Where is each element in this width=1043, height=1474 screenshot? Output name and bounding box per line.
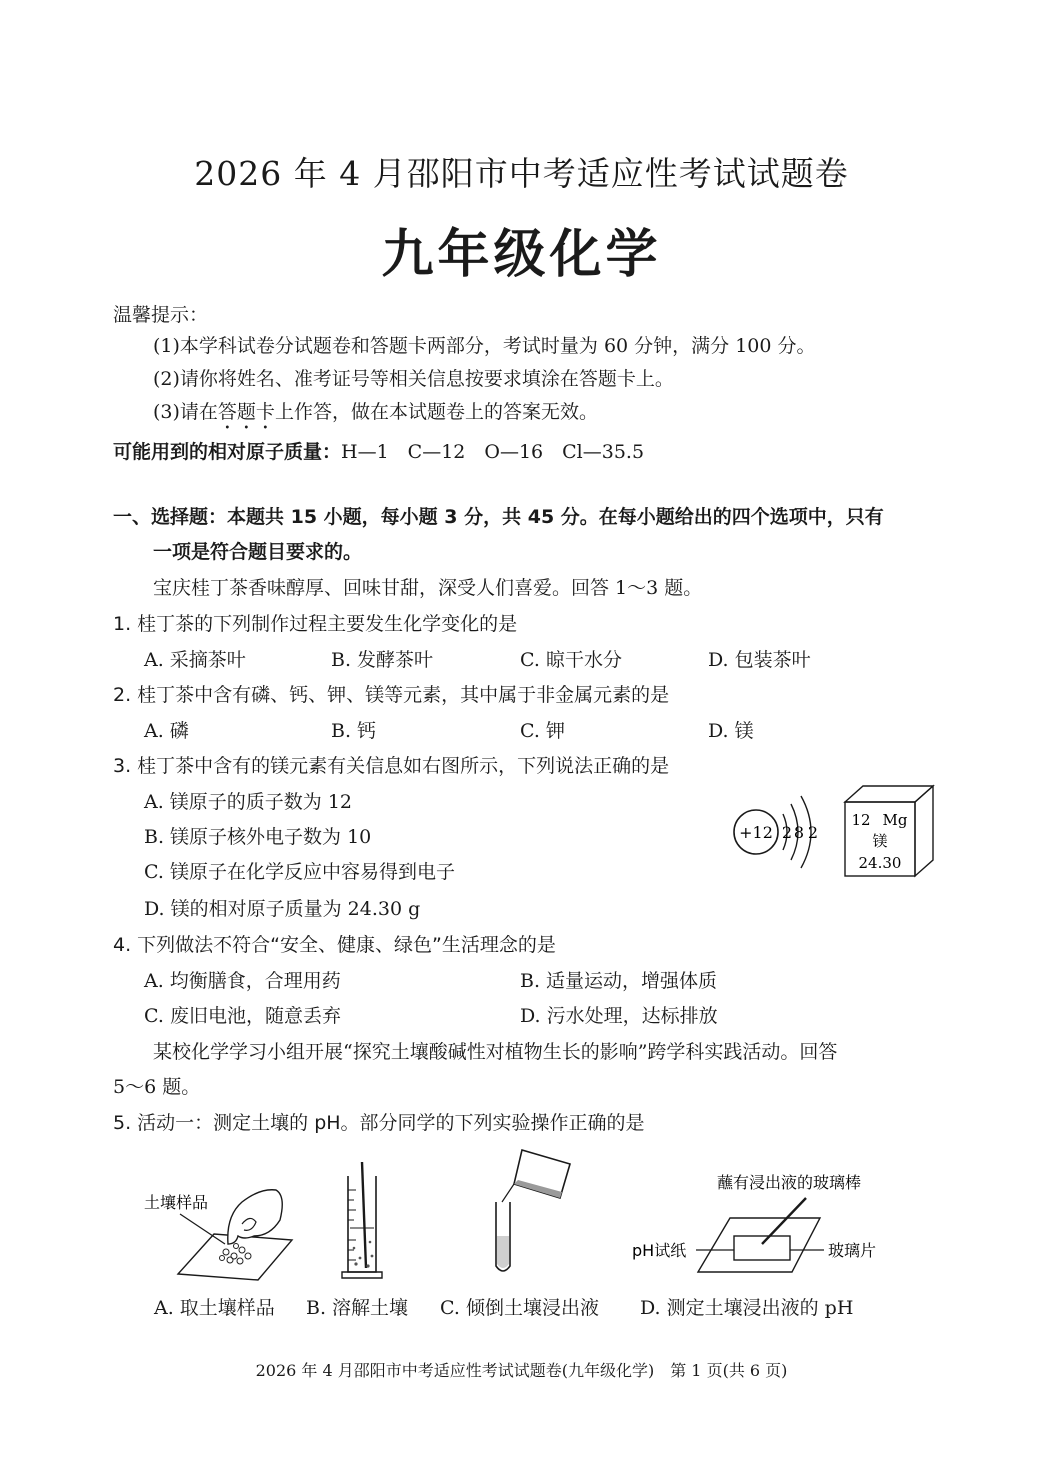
label-glass-plate: 玻璃片: [828, 1241, 877, 1260]
q5-figures: [130, 1140, 920, 1290]
glass-plate: [698, 1218, 820, 1272]
glass-rod-d: [762, 1198, 806, 1244]
atomic-mass-label: 可能用到的相对原子质量：: [113, 441, 342, 463]
question-1-option-a: A. 采摘茶叶: [144, 649, 246, 671]
caption-c: C. 倾倒土壤浸出液: [440, 1297, 599, 1319]
tip-item-3-after: 上作答，做在本试题卷上的答案无效。: [274, 401, 598, 423]
element-symbol: Mg: [882, 811, 908, 829]
label-ph-paper: pH试纸: [632, 1241, 687, 1260]
tip-item-3-before: (3)请在: [153, 401, 218, 423]
element-name: 镁: [872, 832, 888, 850]
figure-c-pouring: [496, 1150, 570, 1271]
question-1-option-b: B. 发酵茶叶: [331, 649, 434, 671]
question-3-option-a: A. 镁原子的质子数为 12: [144, 791, 353, 813]
question-2-option-a: A. 磷: [144, 720, 189, 742]
section1-heading: 一、选择题：本题共 15 小题，每小题 3 分，共 45 分。在每小题给出的四个选项中，只有: [113, 506, 884, 528]
figure-a-soil-sampling: [144, 1190, 292, 1280]
question-3-option-b: B. 镁原子核外电子数为 10: [144, 826, 372, 848]
dissolved-soil: [353, 1241, 374, 1268]
question-4-option-a: A. 均衡膳食，合理用药: [144, 970, 341, 992]
figure-d-ph-test: [632, 1173, 876, 1272]
caption-b: B. 溶解土壤: [306, 1297, 409, 1319]
section-intro-2-cont: 5～6 题。: [113, 1076, 201, 1098]
question-2-option-d: D. 镁: [708, 720, 754, 742]
glass-rod: [362, 1162, 366, 1268]
section1-intro: 宝庆桂丁茶香味醇厚、回味甘甜，深受人们喜爱。回答 1～3 题。: [153, 577, 703, 599]
ph-paper: [734, 1236, 790, 1260]
exam-title: 2026 年 4 月邵阳市中考适应性考试试题卷: [194, 154, 849, 193]
tip-item-2: (2)请你将姓名、准考证号等相关信息按要求填涂在答题卡上。: [153, 368, 674, 390]
question-1-stem: 1. 桂丁茶的下列制作过程主要发生化学变化的是: [113, 613, 518, 635]
question-1-option-d: D. 包装茶叶: [708, 649, 811, 671]
tip-item-3: [153, 397, 598, 434]
section1-heading-cont: 一项是符合题目要求的。: [153, 541, 363, 563]
question-1-option-c: C. 晾干水分: [520, 649, 622, 671]
atomic-mass-line: [113, 437, 644, 464]
question-3-option-c: C. 镁原子在化学反应中容易得到电子: [144, 861, 455, 883]
question-5-stem: 5. 活动一：测定土壤的 pH。部分同学的下列实验操作正确的是: [113, 1112, 645, 1134]
element-mass: 24.30: [858, 854, 902, 872]
mg-figure: [725, 780, 940, 880]
label-glass-rod: 蘸有浸出液的玻璃棒: [717, 1173, 862, 1192]
page-footer: 2026 年 4 月邵阳市中考适应性考试试题卷(九年级化学) 第 1 页(共 6 页): [255, 1361, 788, 1380]
tip-item-1: (1)本学科试卷分试题卷和答题卡两部分，考试时量为 60 分钟，满分 100 分。: [153, 335, 816, 357]
question-4-option-d: D. 污水处理，达标排放: [520, 1005, 718, 1027]
shell-electrons-3: 2: [807, 823, 819, 842]
hand: [228, 1190, 282, 1244]
tips-heading: 温馨提示：: [113, 304, 209, 326]
question-3-option-d: D. 镁的相对原子质量为 24.30 g: [144, 898, 421, 920]
atomic-mass-values: H—1 C—12 O—16 Cl—35.5: [341, 441, 645, 463]
figure-b-dissolving: [342, 1162, 382, 1278]
subject-title: 九年级化学: [381, 225, 662, 285]
question-4-option-c: C. 废旧电池，随意丢弃: [144, 1005, 341, 1027]
element-number: 12: [851, 811, 871, 829]
caption-d: D. 测定土壤浸出液的 pH: [640, 1297, 854, 1319]
section-intro-2: 某校化学学习小组开展“探究土壤酸碱性对植物生长的影响”跨学科实践活动。回答: [153, 1041, 838, 1063]
label-soil-sample: 土壤样品: [144, 1193, 209, 1212]
caption-a: A. 取土壤样品: [154, 1297, 275, 1319]
question-4-stem: 4. 下列做法不符合“安全、健康、绿色”生活理念的是: [113, 934, 556, 956]
question-2-stem: 2. 桂丁茶中含有磷、钙、钾、镁等元素，其中属于非金属元素的是: [113, 684, 670, 706]
shell-electrons-1: 2: [781, 823, 793, 842]
tip-item-3-emphasis: 答题卡: [217, 401, 275, 423]
cell-top-face: [845, 786, 933, 802]
question-4-option-b: B. 适量运动，增强体质: [520, 970, 718, 992]
question-3-stem: 3. 桂丁茶中含有的镁元素有关信息如右图所示，下列说法正确的是: [113, 755, 670, 777]
question-2-option-b: B. 钙: [331, 720, 377, 742]
question-2-option-c: C. 钾: [520, 720, 565, 742]
shell-electrons-2: 8: [793, 823, 805, 842]
soil-particles: [220, 1244, 252, 1265]
cell-side-face: [915, 786, 933, 876]
nucleus-charge: +12: [739, 823, 773, 842]
